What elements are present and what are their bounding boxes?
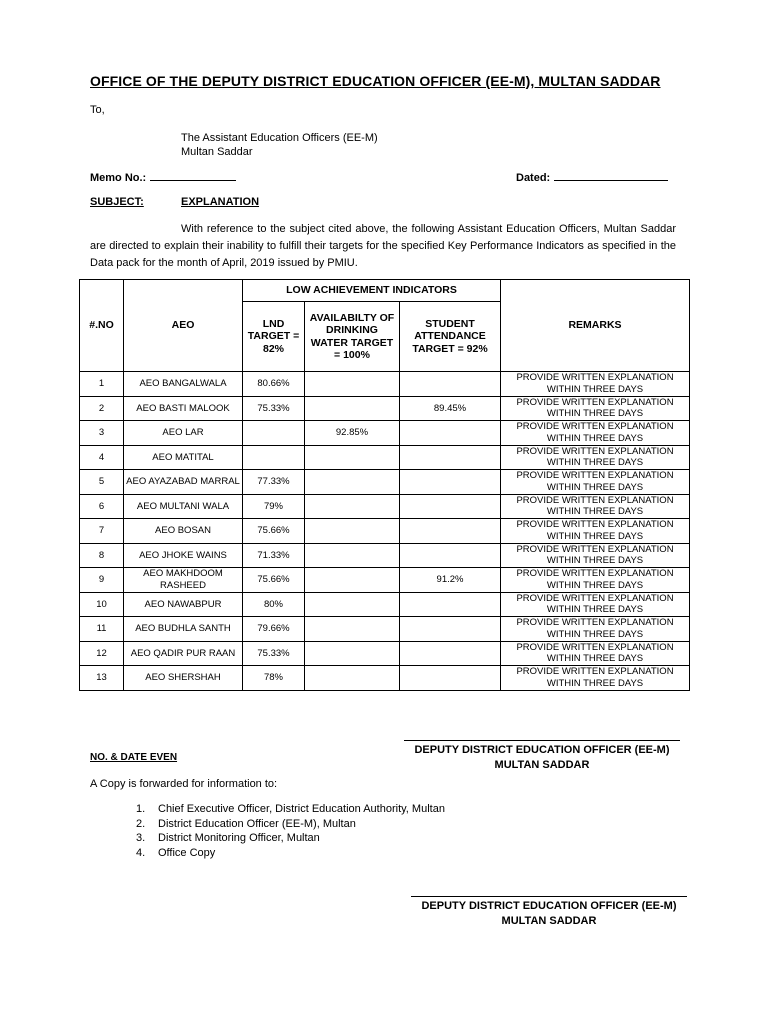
lnd-value: 79.66% <box>243 617 305 642</box>
distribution-list <box>136 802 445 860</box>
table-row <box>80 396 690 421</box>
water-value <box>305 617 400 642</box>
list-item: 1. Chief Executive Officer, District Education Authority, Multan <box>136 803 445 815</box>
list-item: 4. Office Copy <box>136 846 216 859</box>
water-value <box>305 372 400 397</box>
table-row <box>80 445 690 470</box>
water-value: 92.85% <box>305 421 400 446</box>
lnd-value: 75.66% <box>243 519 305 544</box>
memo-blank <box>150 170 236 181</box>
signature-office: MULTAN SADDAR <box>501 915 597 927</box>
attendance-value: 91.2% <box>400 568 501 593</box>
recipient-line: Multan Saddar <box>181 146 253 158</box>
lnd-value: 75.33% <box>243 396 305 421</box>
attendance-value <box>400 543 501 568</box>
dated <box>516 170 668 184</box>
row-number: 10 <box>80 592 124 617</box>
signature-line <box>411 896 687 897</box>
row-number: 9 <box>80 568 124 593</box>
attendance-value <box>400 445 501 470</box>
list-item: 2. District Education Officer (EE-M), Multan <box>136 817 356 830</box>
attendance-value <box>400 617 501 642</box>
table-row <box>80 666 690 691</box>
water-value <box>305 568 400 593</box>
remarks: PROVIDE WRITTEN EXPLANATION WITHIN THREE DAYS <box>501 617 690 642</box>
water-value <box>305 470 400 495</box>
no-date-even: NO. & DATE EVEN <box>90 752 178 763</box>
water-value <box>305 519 400 544</box>
attendance-value <box>400 372 501 397</box>
table-row <box>80 543 690 568</box>
lnd-value: 71.33% <box>243 543 305 568</box>
water-value <box>305 445 400 470</box>
header-attendance: STUDENT ATTENDANCE TARGET = 92% <box>400 302 501 372</box>
aeo-name: AEO MULTANI WALA <box>124 494 243 519</box>
water-value <box>305 666 400 691</box>
row-number: 11 <box>80 617 124 642</box>
aeo-name: AEO BANGALWALA <box>124 372 243 397</box>
row-number: 13 <box>80 666 124 691</box>
attendance-value: 89.45% <box>400 396 501 421</box>
list-item: 3. District Monitoring Officer, Multan <box>136 832 320 844</box>
memo-number <box>90 170 236 184</box>
aeo-name: AEO AYAZABAD MARRAL <box>124 470 243 495</box>
remarks: PROVIDE WRITTEN EXPLANATION WITHIN THREE DAYS <box>501 445 690 470</box>
header-water: AVAILABILTY OF DRINKING WATER TARGET = 100% <box>305 302 400 372</box>
remarks: PROVIDE WRITTEN EXPLANATION WITHIN THREE DAYS <box>501 396 690 421</box>
aeo-name: AEO BOSAN <box>124 519 243 544</box>
remarks: PROVIDE WRITTEN EXPLANATION WITHIN THREE DAYS <box>501 641 690 666</box>
lnd-value: 78% <box>243 666 305 691</box>
lnd-value <box>243 445 305 470</box>
remarks: PROVIDE WRITTEN EXPLANATION WITHIN THREE DAYS <box>501 494 690 519</box>
row-number: 12 <box>80 641 124 666</box>
aeo-name: AEO QADIR PUR RAAN <box>124 641 243 666</box>
attendance-value <box>400 494 501 519</box>
to-label: To, <box>90 104 105 116</box>
aeo-name: AEO JHOKE WAINS <box>124 543 243 568</box>
dated-label: Dated: <box>516 172 551 184</box>
remarks: PROVIDE WRITTEN EXPLANATION WITHIN THREE DAYS <box>501 421 690 446</box>
remarks: PROVIDE WRITTEN EXPLANATION WITHIN THREE DAYS <box>501 666 690 691</box>
table-row <box>80 470 690 495</box>
header-low-achievement: LOW ACHIEVEMENT INDICATORS <box>243 280 501 302</box>
signature-line <box>404 740 680 741</box>
attendance-value <box>400 641 501 666</box>
signature-block <box>404 743 680 773</box>
aeo-name: AEO MATITAL <box>124 445 243 470</box>
header-no: #.NO <box>80 280 124 372</box>
water-value <box>305 494 400 519</box>
memo-label: Memo No.: <box>90 172 147 184</box>
attendance-value <box>400 470 501 495</box>
row-number: 8 <box>80 543 124 568</box>
remarks: PROVIDE WRITTEN EXPLANATION WITHIN THREE DAYS <box>501 568 690 593</box>
row-number: 6 <box>80 494 124 519</box>
table-row <box>80 641 690 666</box>
page-title: OFFICE OF THE DEPUTY DISTRICT EDUCATION OFFICER (EE-M), MULTAN SADDAR <box>90 73 661 89</box>
table-row <box>80 568 690 593</box>
row-number: 7 <box>80 519 124 544</box>
lnd-value: 75.66% <box>243 568 305 593</box>
subject-label: SUBJECT: <box>90 196 144 208</box>
header-remarks: REMARKS <box>501 280 690 372</box>
attendance-value <box>400 666 501 691</box>
subject-text: EXPLANATION <box>181 196 260 208</box>
header-lnd: LND TARGET = 82% <box>243 302 305 372</box>
table-row <box>80 372 690 397</box>
signature-block <box>411 899 687 929</box>
recipient-line: The Assistant Education Officers (EE-M) <box>181 132 378 144</box>
row-number: 2 <box>80 396 124 421</box>
body-paragraph: With reference to the subject cited above, the following Assistant Education Officers, Multan Saddar are directed to explain their inability to fulfill their targets for the specified Key Performance Indicators as specified in the Data pack for the month of April, 2019 issued by PMIU. <box>90 223 676 269</box>
remarks: PROVIDE WRITTEN EXPLANATION WITHIN THREE DAYS <box>501 543 690 568</box>
row-number: 3 <box>80 421 124 446</box>
table-row <box>80 494 690 519</box>
signature-office: MULTAN SADDAR <box>494 759 590 771</box>
water-value <box>305 396 400 421</box>
lnd-value: 79% <box>243 494 305 519</box>
lnd-value: 77.33% <box>243 470 305 495</box>
signature-title: DEPUTY DISTRICT EDUCATION OFFICER (EE-M) <box>414 744 670 756</box>
water-value <box>305 592 400 617</box>
lnd-value: 80% <box>243 592 305 617</box>
row-number: 4 <box>80 445 124 470</box>
table-row <box>80 592 690 617</box>
remarks: PROVIDE WRITTEN EXPLANATION WITHIN THREE DAYS <box>501 519 690 544</box>
lnd-value <box>243 421 305 446</box>
recipient-address <box>181 131 378 159</box>
aeo-name: AEO LAR <box>124 421 243 446</box>
remarks: PROVIDE WRITTEN EXPLANATION WITHIN THREE DAYS <box>501 372 690 397</box>
dated-blank <box>554 170 668 181</box>
table-row <box>80 617 690 642</box>
aeo-name: AEO MAKHDOOM RASHEED <box>124 568 243 593</box>
copy-forwarded-intro: A Copy is forwarded for information to: <box>90 778 278 790</box>
water-value <box>305 543 400 568</box>
aeo-name: AEO NAWABPUR <box>124 592 243 617</box>
aeo-name: AEO BUDHLA SANTH <box>124 617 243 642</box>
water-value <box>305 641 400 666</box>
remarks: PROVIDE WRITTEN EXPLANATION WITHIN THREE DAYS <box>501 470 690 495</box>
attendance-value <box>400 592 501 617</box>
remarks: PROVIDE WRITTEN EXPLANATION WITHIN THREE DAYS <box>501 592 690 617</box>
table-row <box>80 421 690 446</box>
header-aeo: AEO <box>124 280 243 372</box>
lnd-value: 75.33% <box>243 641 305 666</box>
attendance-value <box>400 421 501 446</box>
lnd-value: 80.66% <box>243 372 305 397</box>
table-row <box>80 519 690 544</box>
attendance-value <box>400 519 501 544</box>
indicators-table <box>79 279 690 691</box>
aeo-name: AEO SHERSHAH <box>124 666 243 691</box>
aeo-name: AEO BASTI MALOOK <box>124 396 243 421</box>
signature-title: DEPUTY DISTRICT EDUCATION OFFICER (EE-M) <box>421 900 677 912</box>
row-number: 5 <box>80 470 124 495</box>
row-number: 1 <box>80 372 124 397</box>
